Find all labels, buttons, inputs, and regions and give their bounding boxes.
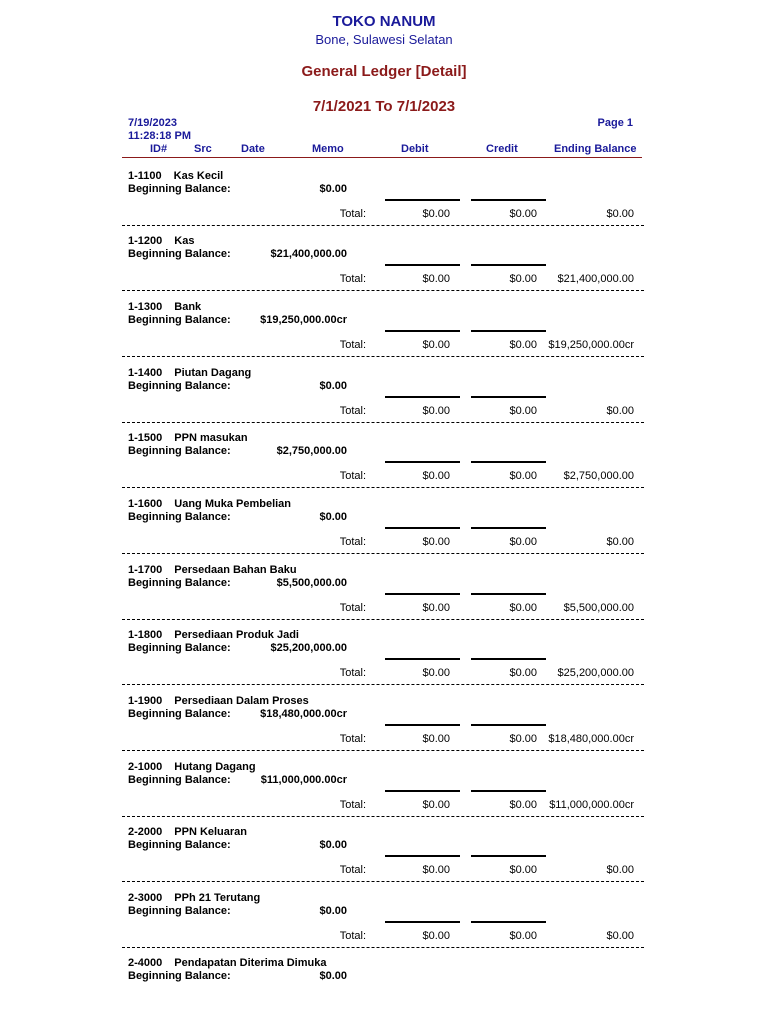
credit-total-rule xyxy=(471,921,546,923)
credit-total-rule xyxy=(471,396,546,398)
debit-total-rule xyxy=(385,330,460,332)
column-debit: Debit xyxy=(401,143,429,155)
ledger-account-section xyxy=(0,695,768,761)
total-debit: $0.00 xyxy=(422,208,450,220)
total-debit: $0.00 xyxy=(422,405,450,417)
debit-total-rule xyxy=(385,724,460,726)
total-ending-balance: $5,500,000.00 xyxy=(563,602,634,614)
account-header xyxy=(128,695,309,707)
total-credit: $0.00 xyxy=(509,733,537,745)
account-id: 1-1900 xyxy=(128,695,163,707)
debit-total-rule xyxy=(385,199,460,201)
total-credit: $0.00 xyxy=(509,208,537,220)
ledger-account-section xyxy=(0,957,768,1023)
total-label: Total: xyxy=(339,536,366,548)
credit-total-rule xyxy=(471,199,546,201)
ledger-account-section xyxy=(0,629,768,695)
total-ending-balance: $25,200,000.00 xyxy=(557,667,634,679)
account-name: PPN masukan xyxy=(174,432,248,444)
account-header xyxy=(128,432,248,444)
total-ending-balance: $0.00 xyxy=(606,208,634,220)
ledger-account-section xyxy=(0,235,768,301)
beginning-balance-label: Beginning Balance: xyxy=(128,445,231,457)
total-label: Total: xyxy=(339,864,366,876)
account-id: 1-1500 xyxy=(128,432,163,444)
account-header xyxy=(128,170,223,182)
account-name: Persediaan Produk Jadi xyxy=(174,629,299,641)
account-header xyxy=(128,761,256,773)
page-number: Page 1 xyxy=(597,117,633,129)
ledger-account-section xyxy=(0,761,768,827)
report-period: 7/1/2021 To 7/1/2023 xyxy=(312,98,456,115)
total-ending-balance: $11,000,000.00cr xyxy=(549,799,634,811)
beginning-balance-value: $5,500,000.00 xyxy=(276,577,347,589)
ledger-account-section xyxy=(0,170,768,236)
account-name: Bank xyxy=(174,301,202,313)
section-separator xyxy=(122,684,644,685)
account-header xyxy=(128,498,291,510)
beginning-balance-value: $18,480,000.00cr xyxy=(260,708,347,720)
total-ending-balance: $0.00 xyxy=(606,864,634,876)
debit-total-rule xyxy=(385,461,460,463)
total-label: Total: xyxy=(339,470,366,482)
ledger-account-section xyxy=(0,826,768,892)
total-credit: $0.00 xyxy=(509,864,537,876)
account-header xyxy=(128,957,326,969)
total-ending-balance: $18,480,000.00cr xyxy=(548,733,634,745)
beginning-balance-label: Beginning Balance: xyxy=(128,380,231,392)
section-separator xyxy=(122,290,644,291)
account-header xyxy=(128,564,297,576)
account-header xyxy=(128,892,260,904)
beginning-balance-value: $11,000,000.00cr xyxy=(260,774,347,786)
beginning-balance-label: Beginning Balance: xyxy=(128,642,231,654)
account-id: 1-1700 xyxy=(128,564,163,576)
total-label: Total: xyxy=(339,339,366,351)
total-credit: $0.00 xyxy=(509,405,537,417)
total-label: Total: xyxy=(339,930,366,942)
header-rule xyxy=(122,157,642,158)
beginning-balance-label: Beginning Balance: xyxy=(128,314,231,326)
ledger-account-section xyxy=(0,564,768,630)
account-id: 1-1800 xyxy=(128,629,163,641)
section-separator xyxy=(122,881,644,882)
credit-total-rule xyxy=(471,658,546,660)
beginning-balance-value: $0.00 xyxy=(319,970,347,982)
account-header xyxy=(128,826,247,838)
total-ending-balance: $19,250,000.00cr xyxy=(548,339,634,351)
account-id: 1-1100 xyxy=(128,170,162,182)
account-name: PPN Keluaran xyxy=(174,826,248,838)
total-credit: $0.00 xyxy=(509,930,537,942)
account-name: PPh 21 Terutang xyxy=(174,892,261,904)
company-location: Bone, Sulawesi Selatan xyxy=(315,32,453,47)
total-credit: $0.00 xyxy=(509,799,537,811)
beginning-balance-label: Beginning Balance: xyxy=(128,774,231,786)
beginning-balance-value: $2,750,000.00 xyxy=(276,445,347,457)
company-name: TOKO NANUM xyxy=(332,13,436,30)
account-id: 1-1200 xyxy=(128,235,163,247)
account-id: 1-1400 xyxy=(128,367,163,379)
total-label: Total: xyxy=(339,667,366,679)
total-label: Total: xyxy=(339,799,366,811)
total-credit: $0.00 xyxy=(509,667,537,679)
ledger-account-section xyxy=(0,367,768,433)
beginning-balance-label: Beginning Balance: xyxy=(128,248,231,260)
credit-total-rule xyxy=(471,330,546,332)
total-ending-balance: $21,400,000.00 xyxy=(557,273,634,285)
column-ending-balance: Ending Balance xyxy=(554,143,637,155)
total-label: Total: xyxy=(339,602,366,614)
total-credit: $0.00 xyxy=(509,470,537,482)
account-header xyxy=(128,235,194,247)
total-ending-balance: $0.00 xyxy=(606,930,634,942)
section-separator xyxy=(122,356,644,357)
ledger-account-section xyxy=(0,498,768,564)
account-name: Kas xyxy=(174,235,195,247)
account-id: 2-4000 xyxy=(128,957,163,969)
total-debit: $0.00 xyxy=(422,339,450,351)
beginning-balance-value: $19,250,000.00cr xyxy=(260,314,347,326)
credit-total-rule xyxy=(471,724,546,726)
total-debit: $0.00 xyxy=(422,536,450,548)
total-debit: $0.00 xyxy=(422,799,450,811)
account-id: 2-3000 xyxy=(128,892,163,904)
total-credit: $0.00 xyxy=(509,273,537,285)
account-header xyxy=(128,629,299,641)
total-ending-balance: $0.00 xyxy=(606,405,634,417)
debit-total-rule xyxy=(385,790,460,792)
account-name: Persediaan Dalam Proses xyxy=(174,695,309,707)
column-credit: Credit xyxy=(486,143,518,155)
debit-total-rule xyxy=(385,921,460,923)
total-credit: $0.00 xyxy=(509,339,537,351)
beginning-balance-value: $0.00 xyxy=(319,380,347,392)
total-label: Total: xyxy=(339,733,366,745)
total-label: Total: xyxy=(339,208,366,220)
section-separator xyxy=(122,225,644,226)
total-label: Total: xyxy=(339,273,366,285)
account-name: Persedaan Bahan Baku xyxy=(174,564,297,576)
beginning-balance-label: Beginning Balance: xyxy=(128,708,231,720)
account-header xyxy=(128,301,201,313)
total-label: Total: xyxy=(339,405,366,417)
total-debit: $0.00 xyxy=(422,470,450,482)
account-name: Pendapatan Diterima Dimuka xyxy=(174,957,327,969)
beginning-balance-value: $0.00 xyxy=(319,905,347,917)
account-header xyxy=(128,367,251,379)
report-title: General Ledger [Detail] xyxy=(301,63,467,80)
column-src: Src xyxy=(194,143,212,155)
account-name: Uang Muka Pembelian xyxy=(174,498,292,510)
account-id: 1-1300 xyxy=(128,301,163,313)
section-separator xyxy=(122,750,644,751)
account-name: Kas Kecil xyxy=(173,170,224,182)
credit-total-rule xyxy=(471,527,546,529)
ledger-account-section xyxy=(0,301,768,367)
beginning-balance-value: $0.00 xyxy=(319,183,347,195)
debit-total-rule xyxy=(385,527,460,529)
column-date: Date xyxy=(241,143,265,155)
credit-total-rule xyxy=(471,461,546,463)
beginning-balance-label: Beginning Balance: xyxy=(128,577,231,589)
debit-total-rule xyxy=(385,264,460,266)
account-id: 2-1000 xyxy=(128,761,163,773)
ledger-account-section xyxy=(0,892,768,958)
column-id: ID# xyxy=(150,143,168,155)
credit-total-rule xyxy=(471,855,546,857)
section-separator xyxy=(122,816,644,817)
total-debit: $0.00 xyxy=(422,864,450,876)
beginning-balance-label: Beginning Balance: xyxy=(128,970,231,982)
column-memo: Memo xyxy=(312,143,344,155)
account-name: Piutan Dagang xyxy=(174,367,252,379)
credit-total-rule xyxy=(471,264,546,266)
credit-total-rule xyxy=(471,593,546,595)
beginning-balance-value: $21,400,000.00 xyxy=(270,248,347,260)
section-separator xyxy=(122,422,644,423)
debit-total-rule xyxy=(385,396,460,398)
beginning-balance-value: $0.00 xyxy=(319,511,347,523)
credit-total-rule xyxy=(471,790,546,792)
beginning-balance-value: $25,200,000.00 xyxy=(270,642,347,654)
account-id: 2-2000 xyxy=(128,826,163,838)
beginning-balance-label: Beginning Balance: xyxy=(128,183,231,195)
section-separator xyxy=(122,947,644,948)
debit-total-rule xyxy=(385,593,460,595)
total-debit: $0.00 xyxy=(422,733,450,745)
debit-total-rule xyxy=(385,658,460,660)
ledger-account-section xyxy=(0,432,768,498)
total-debit: $0.00 xyxy=(422,930,450,942)
section-separator xyxy=(122,553,644,554)
total-credit: $0.00 xyxy=(509,602,537,614)
section-separator xyxy=(122,487,644,488)
account-name: Hutang Dagang xyxy=(174,761,256,773)
account-id: 1-1600 xyxy=(128,498,163,510)
total-ending-balance: $2,750,000.00 xyxy=(563,470,634,482)
beginning-balance-value: $0.00 xyxy=(319,839,347,851)
total-debit: $0.00 xyxy=(422,667,450,679)
section-separator xyxy=(122,619,644,620)
print-date: 7/19/2023 xyxy=(128,117,177,129)
total-ending-balance: $0.00 xyxy=(606,536,634,548)
beginning-balance-label: Beginning Balance: xyxy=(128,511,231,523)
beginning-balance-label: Beginning Balance: xyxy=(128,905,231,917)
total-debit: $0.00 xyxy=(422,602,450,614)
beginning-balance-label: Beginning Balance: xyxy=(128,839,231,851)
total-credit: $0.00 xyxy=(509,536,537,548)
debit-total-rule xyxy=(385,855,460,857)
total-debit: $0.00 xyxy=(422,273,450,285)
print-time: 11:28:18 PM xyxy=(128,130,191,142)
